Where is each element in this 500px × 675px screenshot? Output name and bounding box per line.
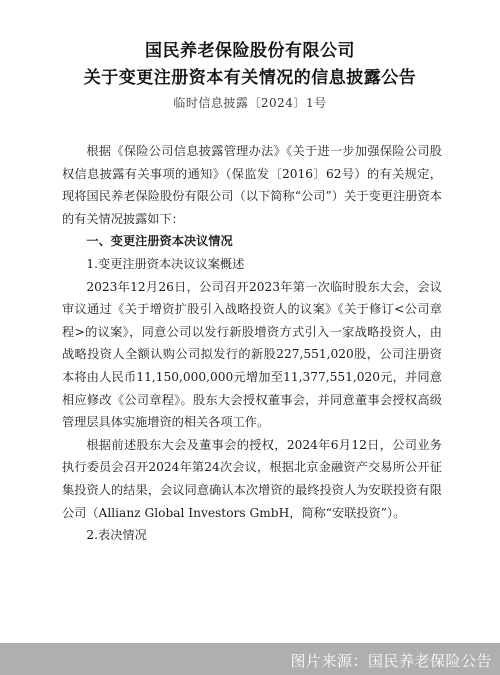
investor-paragraph: 根据前述股东大会及董事会的授权，2024年6月12日，公司业务执行委员会召开2024年第24次会议，根据北京金融资产交易所公开征集投资人的结果，会议同意确认本次增资的最终投资人为安联投资有限公司（Allianz Global Investors GmbH，简称“安联投资”）。 xyxy=(62,437,442,520)
announcement-body xyxy=(62,140,442,547)
image-source-label: 图片来源：国民养老保险公告 xyxy=(290,652,492,670)
resolution-paragraph: 2023年12月26日，公司召开2023年第一次临时股东大会，会议审议通过《关于增资扩股引入战略投资人的议案》《关于修订<公司章程>的议案》，同意公司以发行新股增资方式引入一家战略投资人，由战略投资人全额认购公司拟发行的新股227,551,020股，公司注册资本将由人民币11,150,000,000元增加至11,377,551,020元，并同意相应修改《公司章程》。股东大会授权董事会，并同意董事会授权高级管理层具体实施增资的相关各项工作。 xyxy=(62,279,442,430)
subsection-heading-2: 2.表决情况 xyxy=(86,528,147,543)
intro-paragraph: 根据《保险公司信息披露管理办法》《关于进一步加强保险公司股权信息披露有关事项的通知》（保监发〔2016〕62号）的有关规定，现将国民养老保险股份有限公司（以下简称“公司”）关于变更注册资本的有关情况披露如下： xyxy=(62,144,442,226)
company-name-title: 国民养老保险股份有限公司 xyxy=(145,41,355,61)
subsection-heading-1: 1.变更注册资本决议议案概述 xyxy=(86,256,245,271)
announcement-title: 关于变更注册资本有关情况的信息披露公告 xyxy=(83,68,417,88)
section-heading-1: 一、变更注册资本决议情况 xyxy=(86,234,233,249)
document-number: 临时信息披露〔2024〕1号 xyxy=(173,96,327,110)
